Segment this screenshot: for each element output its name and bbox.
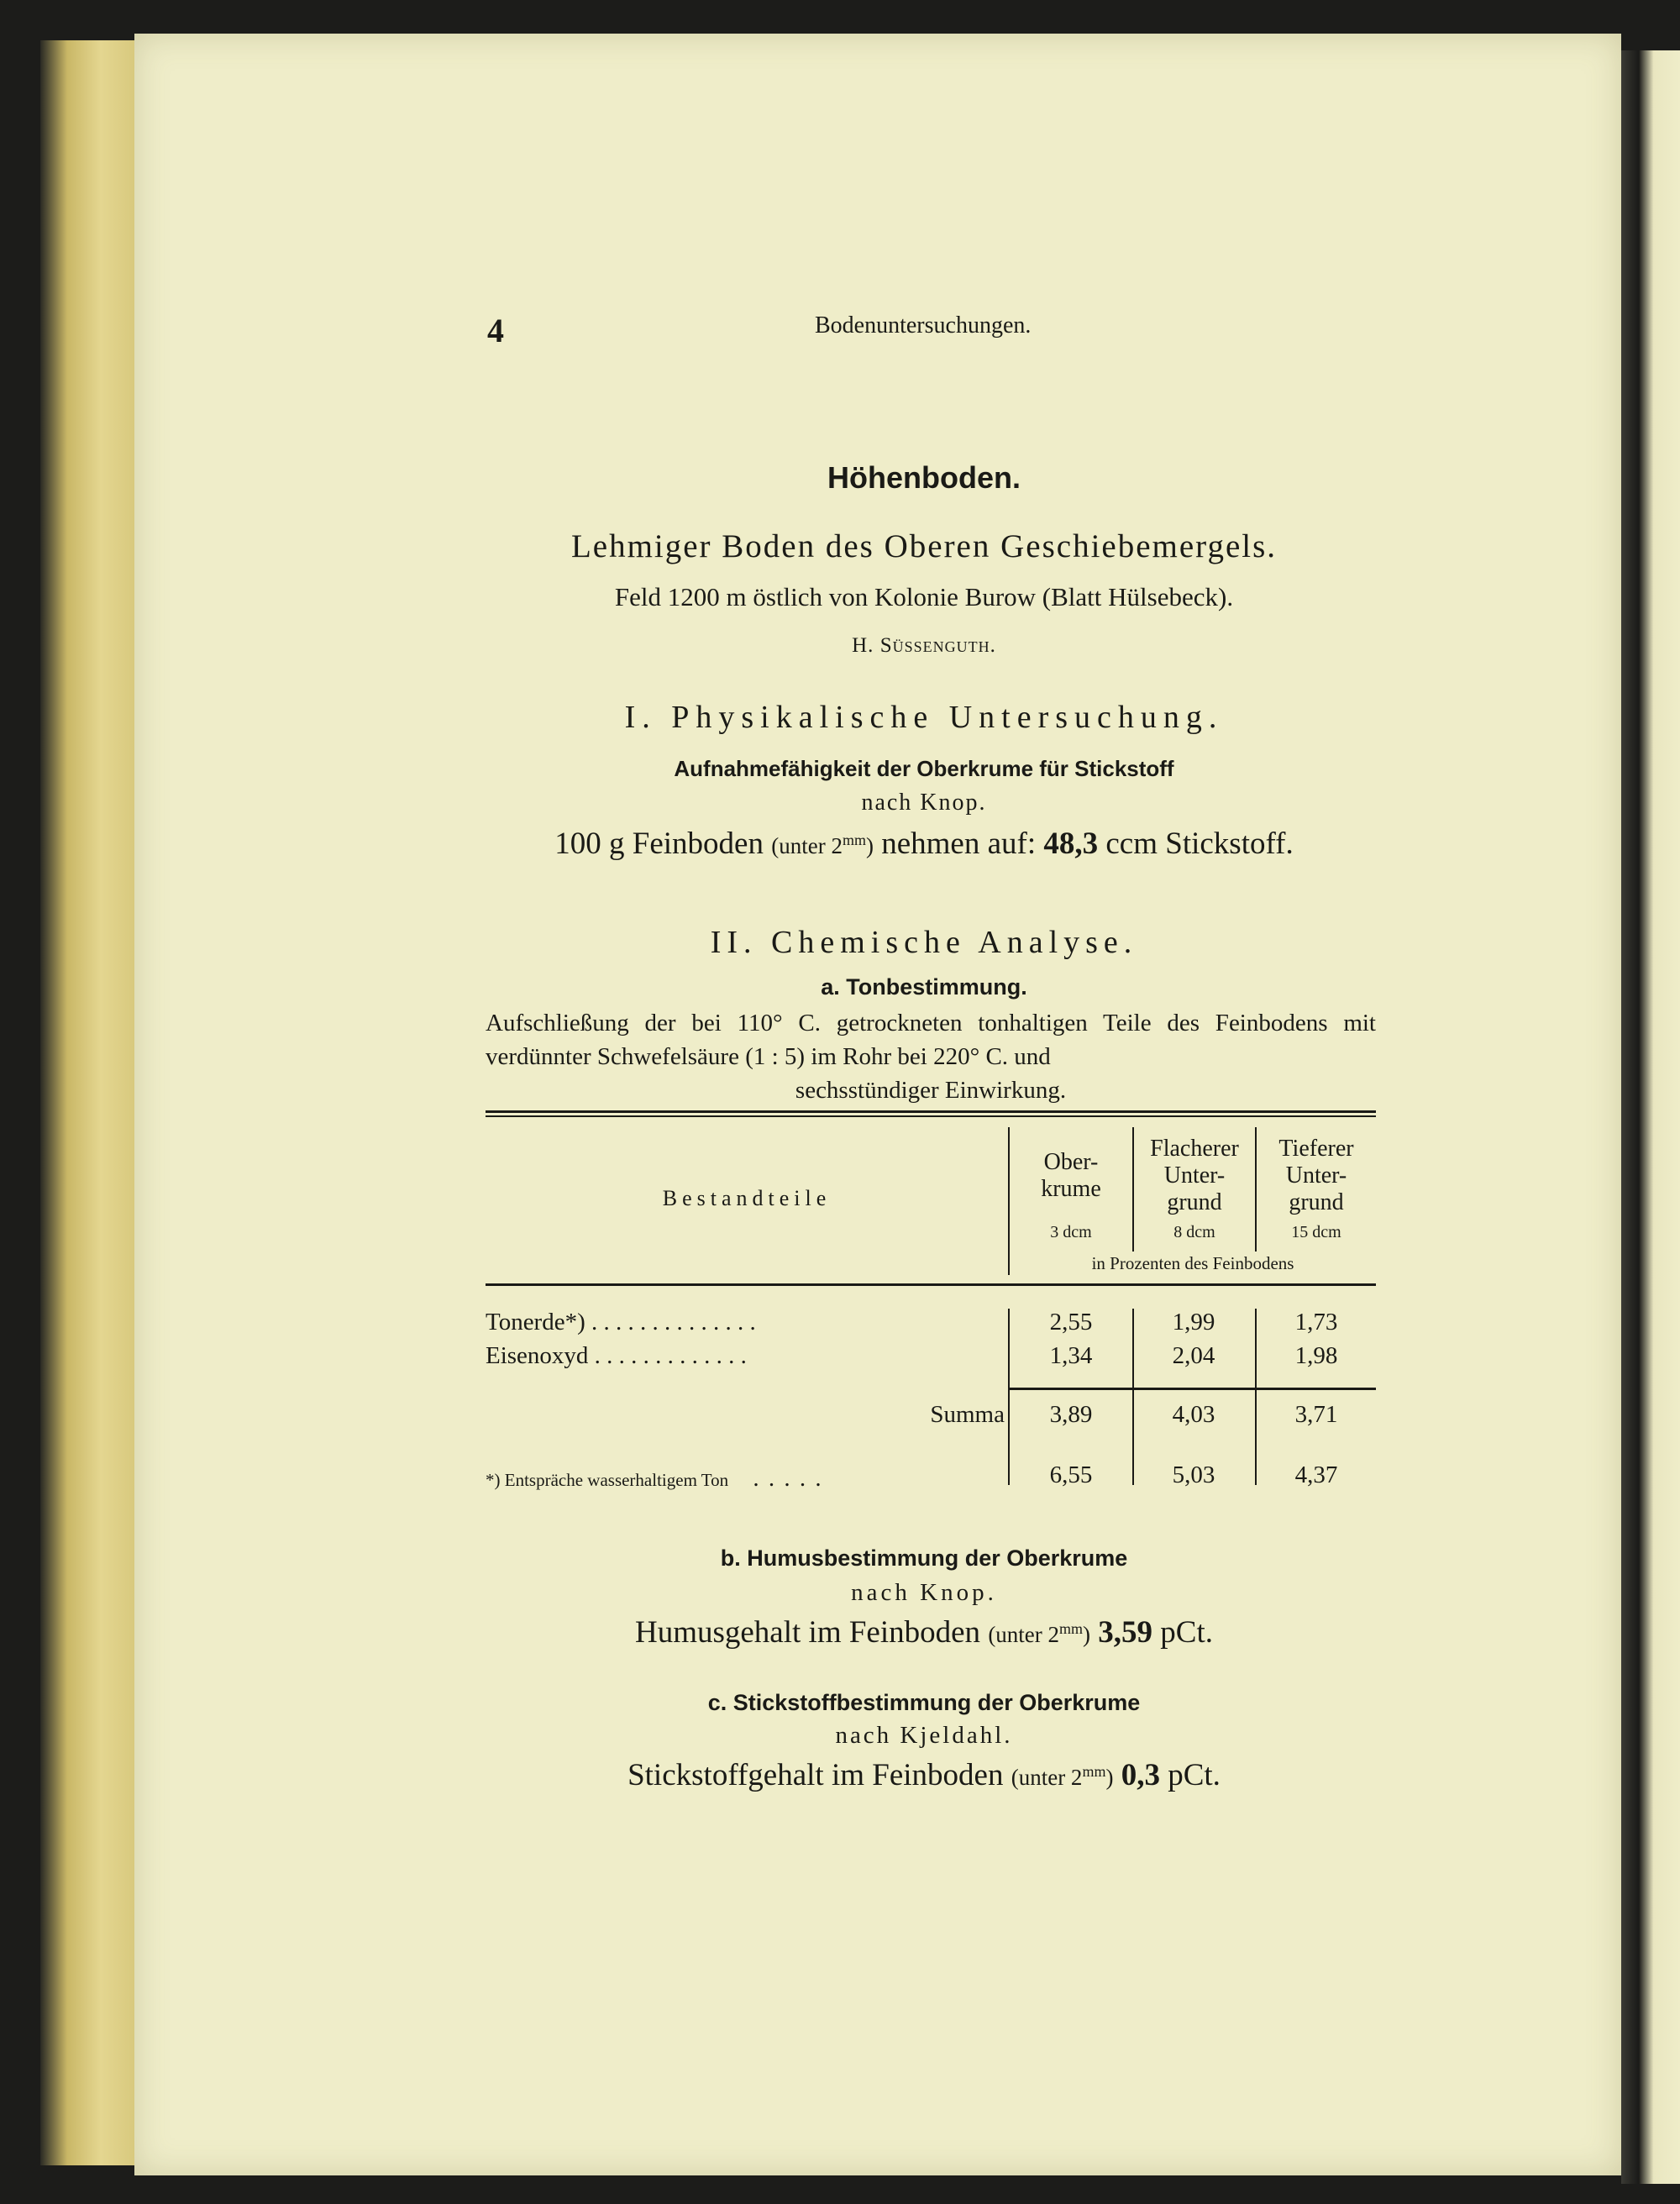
section-physical-method: nach Knop. [861, 790, 987, 816]
location-line: Feld 1200 m östlich von Kolonie Burow (Blatt Hülsebeck). [614, 582, 1234, 611]
humus-value: 3,59 [1098, 1615, 1153, 1650]
cell-clay-deep: 4,37 [1294, 1461, 1338, 1488]
depth-shallow-subsoil: 8 dcm [1173, 1223, 1215, 1241]
result-middle: nehmen auf: [881, 826, 1037, 861]
section-nitrogen-method: nach Kjeldahl. [835, 1722, 1013, 1749]
section-humus-heading: b. Humusbestimmung der Oberkrume [720, 1545, 1128, 1571]
method-paragraph: Aufschließung der bei 110° C. getrockneten tonhaltigen Teile des Feinbodens mit verdünnter Schwefelsäure (1 : 5) im Rohr bei 220° C. und sechsstündiger Einwirkung. [486, 1006, 1376, 1107]
table-top-rule [486, 1110, 1376, 1113]
cell-summa-shallow: 4,03 [1172, 1401, 1215, 1428]
depth-topsoil: 3 dcm [1050, 1223, 1092, 1241]
cell-iron-topsoil: 1,34 [1049, 1342, 1093, 1369]
cell-summa-deep: 3,71 [1294, 1401, 1338, 1428]
depth-deep-subsoil: 15 dcm [1291, 1223, 1341, 1241]
cell-clay-topsoil: 6,55 [1049, 1461, 1093, 1488]
result-prefix: 100 g Feinboden [554, 826, 764, 861]
clay-analysis-table [486, 1110, 1376, 1492]
column-header-deep-subsoil: Tieferer Unter- grund [1278, 1136, 1354, 1215]
humus-grain-size-note: (unter $2^{mm}$) [988, 1620, 1091, 1647]
nitrogen-result: Stickstoffgehalt im Feinboden (unter $2^{mm}$) 0,3 pCt. [627, 1758, 1221, 1792]
running-title: Bodenuntersuchungen. [815, 312, 1032, 338]
result-suffix: ccm Stickstoff. [1105, 826, 1294, 861]
nitrogen-absorption-result [470, 826, 1378, 862]
soil-description: Lehmiger Boden des Oberen Geschiebemergels. [570, 528, 1278, 564]
section-chemical-heading: II. Chemische Analyse. [710, 925, 1138, 960]
cell-summa-topsoil: 3,89 [1049, 1401, 1093, 1428]
nitrogen-value: 0,3 [1121, 1758, 1160, 1792]
nitrogen-grain-size-note: (unter $2^{mm}$) [1011, 1763, 1114, 1790]
table-header-rule [486, 1283, 1376, 1286]
cell-clay-shallow: 5,03 [1172, 1461, 1215, 1488]
section-nitrogen-heading: c. Stickstoffbestimmung der Oberkrume [707, 1690, 1141, 1715]
unit-note: in Prozenten des Feinbodens [1091, 1253, 1294, 1273]
author-initial: H. [852, 634, 874, 657]
row-label-alumina: Tonerde*) . . . . . . . . . . . . . . [486, 1309, 756, 1336]
section-clay-heading: a. Tonbestimmung. [821, 974, 1027, 1000]
table-divider-2b [1132, 1309, 1134, 1485]
author-line [470, 634, 1378, 658]
cell-alumina-deep: 1,73 [1294, 1309, 1338, 1336]
column-header-components: Bestandteile [662, 1186, 832, 1210]
grain-size-note: (unter $2^{mm}$) [771, 832, 874, 858]
table-divider-1b [1008, 1309, 1010, 1485]
table-top-rule-2 [486, 1115, 1376, 1117]
cell-iron-deep: 1,98 [1294, 1342, 1338, 1369]
page-title: Höhenboden. [827, 460, 1021, 495]
column-header-shallow-subsoil: Flacherer Unter- grund [1150, 1136, 1239, 1215]
table-divider-3b [1255, 1309, 1257, 1485]
footnote-label: *) Entspräche wasserhaltigem Ton . . . . . [486, 1465, 823, 1492]
author-name: Süssenguth. [879, 634, 996, 657]
section-physical-subheading: Aufnahmefähigkeit der Oberkrume für Stickstoff [674, 756, 1174, 781]
row-label-iron-oxide: Eisenoxyd . . . . . . . . . . . . . [486, 1342, 747, 1369]
result-value: 48,3 [1043, 826, 1099, 861]
table-summa-rule [1008, 1388, 1376, 1390]
cell-alumina-topsoil: 2,55 [1049, 1309, 1093, 1336]
column-header-topsoil: Ober- krume [1041, 1149, 1101, 1202]
cell-alumina-shallow: 1,99 [1172, 1309, 1215, 1336]
section-physical-heading: I. Physikalische Untersuchung. [624, 700, 1224, 735]
method-paragraph-last: sechsstündiger Einwirkung. [795, 1077, 1067, 1104]
section-humus-method: nach Knop. [851, 1579, 997, 1606]
cell-iron-shallow: 2,04 [1172, 1342, 1215, 1369]
page-number: 4 [487, 312, 504, 349]
summa-label: Summa [930, 1401, 1005, 1428]
humus-result: Humusgehalt im Feinboden (unter $2^{mm}$) 3,59 pCt. [634, 1615, 1214, 1650]
